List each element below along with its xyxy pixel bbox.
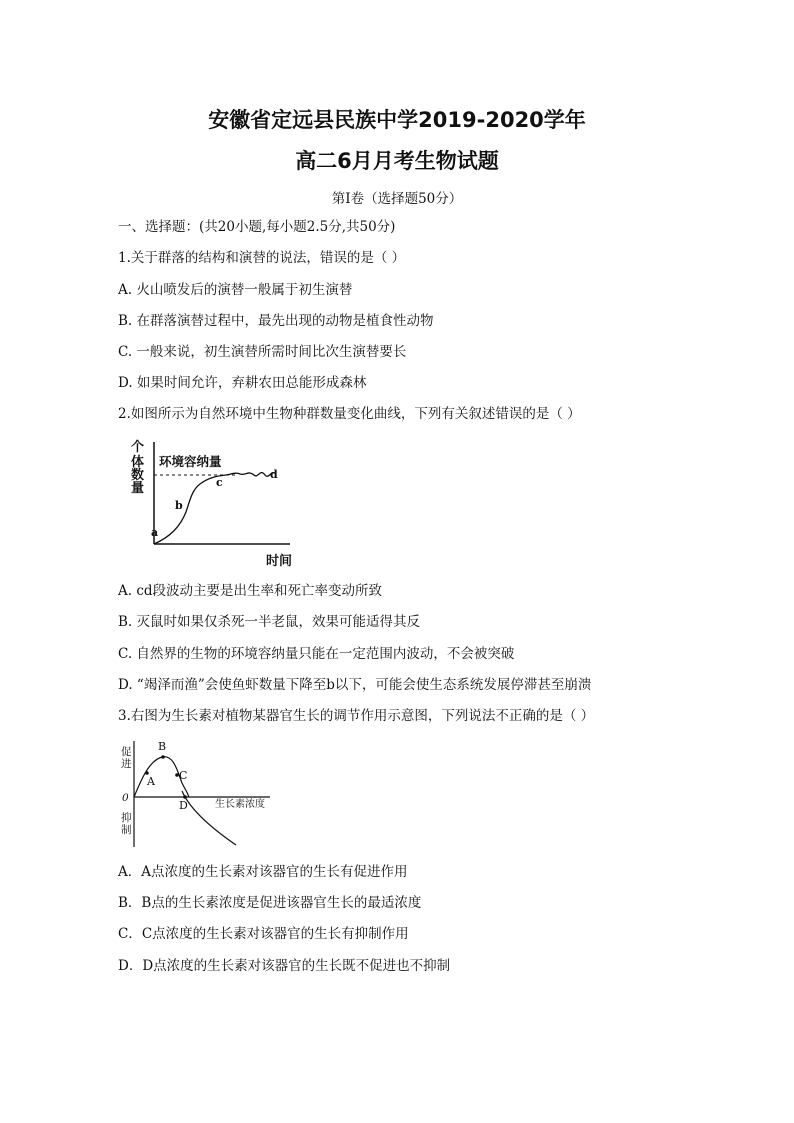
section-title: 第I卷（选择题50分） [331, 191, 463, 207]
question-2-option-d: D. “竭泽而渔”会使鱼虾数量下降至b以下，可能会使生态系统发展停滞甚至崩溃 [118, 677, 592, 693]
carrying-capacity-label: 环境容纳量 [159, 454, 222, 469]
point-label-C: C [179, 769, 188, 782]
point-label-d: d [270, 468, 278, 481]
question-1-option-a: A. 火山喷发后的演替一般属于初生演替 [118, 282, 353, 298]
exam-title-line1: 安徽省定远县民族中学2019-2020学年 [208, 108, 586, 132]
point-label-A: A [147, 775, 155, 788]
question-2-stem: 2.如图所示为自然环境中生物种群数量变化曲线，下列有关叙述错误的是（ ） [118, 406, 581, 422]
question-3-option-a: A．A点浓度的生长素对该器官的生长有促进作用 [118, 864, 408, 880]
y-axis-label: 个 体 数 量 [131, 440, 145, 496]
question-3-option-c: C．C点浓度的生长素对该器官的生长有抑制作用 [118, 926, 409, 942]
point-B [161, 755, 165, 759]
question-3-option-b: B．B点的生长素浓度是促进该器官生长的最适浓度 [118, 895, 422, 911]
y-axis-label-bottom: 抑 制 [121, 812, 132, 836]
question-1-stem: 1.关于群落的结构和演替的说法，错误的是（ ） [118, 250, 406, 266]
question-2-option-c: C. 自然界的生物的环境容纳量只能在一定范围内波动，不会被突破 [118, 646, 515, 662]
x-axis-label: 生长素浓度 [215, 799, 265, 810]
question-1-option-b: B. 在群落演替过程中，最先出现的动物是植食性动物 [118, 313, 434, 329]
auxin-effect-figure [118, 735, 278, 853]
question-1-option-d: D. 如果时间允许，弃耕农田总能形成森林 [118, 375, 367, 391]
population-curve [154, 473, 276, 544]
point-label-D: D [179, 799, 188, 812]
point-label-c: c [216, 476, 223, 489]
origin-label: 0 [122, 792, 129, 804]
y-axis-label-top: 促 进 [121, 746, 132, 770]
question-3-option-d: D．D点浓度的生长素对该器官的生长既不促进也不抑制 [118, 958, 451, 974]
question-3-stem: 3.右图为生长素对植物某器官生长的调节作用示意图，下列说法不正确的是（ ） [118, 708, 595, 724]
part-heading: 一、选择题：(共20小题,每小题2.5分,共50分) [118, 219, 396, 235]
question-2-option-a: A. cd段波动主要是出生率和死亡率变动所致 [118, 583, 383, 599]
point-label-a: a [151, 526, 159, 539]
point-label-b: b [175, 499, 183, 512]
x-axis-label: 时间 [266, 554, 293, 569]
point-label-B: B [158, 740, 167, 753]
exam-title-line2: 高二6月月考生物试题 [295, 149, 499, 173]
question-2-option-b: B. 灭鼠时如果仅杀死一半老鼠，效果可能适得其反 [118, 614, 421, 630]
question-1-option-c: C. 一般来说，初生演替所需时间比次生演替要长 [118, 344, 407, 360]
population-curve-figure [118, 432, 308, 572]
